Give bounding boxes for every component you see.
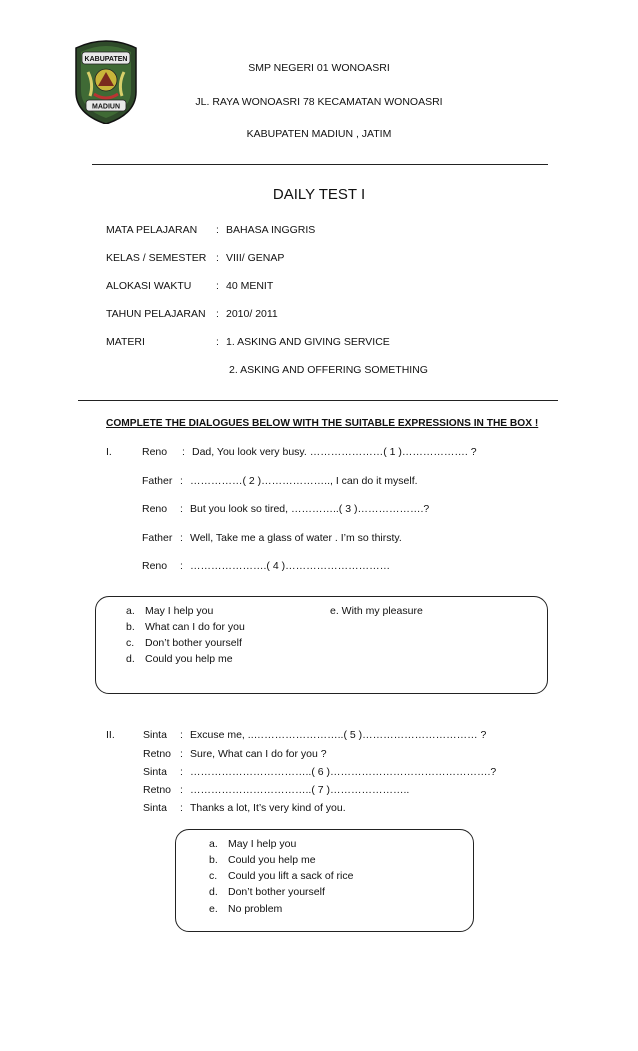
speaker: Reno xyxy=(142,503,168,515)
line-sep: : xyxy=(180,532,183,544)
kabupaten-madiun-emblem xyxy=(72,36,140,124)
option-text: May I help you xyxy=(228,838,297,850)
line-sep: : xyxy=(180,503,183,515)
line-text: ……………………………..( 7 )………………….. xyxy=(190,784,410,796)
school-name: SMP NEGERI 01 WONOASRI xyxy=(248,62,390,74)
line-text: Dad, You look very busy. …………………( 1 )………………. ? xyxy=(192,446,477,458)
option-letter: c. xyxy=(126,637,135,649)
logo-text-top: KABUPATEN xyxy=(84,56,128,63)
speaker: Father xyxy=(142,532,173,544)
line-sep: : xyxy=(180,475,183,487)
option-letter: b. xyxy=(209,854,218,866)
page-title: DAILY TEST I xyxy=(272,186,366,203)
speaker: Father xyxy=(142,475,173,487)
option-letter: a. xyxy=(209,838,218,850)
option-text: Don’t bother yourself xyxy=(228,886,325,898)
line-sep: : xyxy=(180,766,183,778)
line-text: Thanks a lot, It’s very kind of you. xyxy=(190,802,346,814)
option-text: Could you help me xyxy=(145,653,233,665)
info-label: TAHUN PELAJARAN xyxy=(106,308,206,320)
info-value: 1. ASKING AND GIVING SERVICE xyxy=(226,336,390,348)
option-letter: d. xyxy=(126,653,135,665)
info-sep: : xyxy=(216,280,219,292)
option-letter: b. xyxy=(126,621,135,633)
speaker: Sinta xyxy=(143,729,167,741)
line-sep: : xyxy=(180,784,183,796)
info-value: 2010/ 2011 xyxy=(226,308,278,320)
info-label: ALOKASI WAKTU xyxy=(106,280,192,292)
option-letter: d. xyxy=(209,886,218,898)
speaker: Retno xyxy=(143,784,172,796)
info-divider xyxy=(78,400,558,401)
info-label: MATA PELAJARAN xyxy=(106,224,198,236)
line-text: But you look so tired, …………..( 3 )……………….? xyxy=(190,503,430,515)
option-text: Could you lift a sack of rice xyxy=(228,870,354,882)
line-sep: : xyxy=(180,748,183,760)
info-label: MATERI xyxy=(106,336,145,348)
line-text: ………………….( 4 )………………………… xyxy=(190,560,391,572)
info-sep: : xyxy=(216,224,219,236)
option-letter: e. xyxy=(209,903,218,915)
speaker: Retno xyxy=(143,748,172,760)
line-sep: : xyxy=(180,560,183,572)
speaker: Reno xyxy=(142,446,168,458)
info-label: KELAS / SEMESTER xyxy=(106,252,207,264)
option-text: May I help you xyxy=(145,605,214,617)
info-sep: : xyxy=(216,252,219,264)
info-sep: : xyxy=(216,336,219,348)
option-text: Don’t bother yourself xyxy=(145,637,242,649)
option-text: No problem xyxy=(228,903,283,915)
option-item-e: e. With my pleasure xyxy=(330,605,423,617)
speaker: Sinta xyxy=(143,766,167,778)
speaker: Reno xyxy=(142,560,168,572)
logo-text-bottom: MADIUN xyxy=(92,103,120,111)
line-text: ……………( 2 )……………….., I can do it myself. xyxy=(190,475,418,487)
line-sep: : xyxy=(182,446,185,458)
section-number: I. xyxy=(106,446,112,458)
section-number: II. xyxy=(106,729,115,741)
materi-line-2: 2. ASKING AND OFFERING SOMETHING xyxy=(229,364,428,376)
line-text: Sure, What can I do for you ? xyxy=(190,748,327,760)
option-text: Could you help me xyxy=(228,854,316,866)
option-text: What can I do for you xyxy=(145,621,245,633)
option-letter: a. xyxy=(126,605,135,617)
info-sep: : xyxy=(216,308,219,320)
line-text: Well, Take me a glass of water . I’m so thirsty. xyxy=(190,532,402,544)
line-text: Excuse me, ..……………………..( 5 )…………………………… ? xyxy=(190,729,487,741)
school-address: JL. RAYA WONOASRI 78 KECAMATAN WONOASRI xyxy=(195,96,443,108)
line-sep: : xyxy=(180,729,183,741)
info-value: 40 MENIT xyxy=(226,280,274,292)
info-value: BAHASA INGGRIS xyxy=(226,224,316,236)
instruction: COMPLETE THE DIALOGUES BELOW WITH THE SUITABLE EXPRESSIONS IN THE BOX ! xyxy=(106,418,539,429)
line-sep: : xyxy=(180,802,183,814)
line-text: ……………………………..( 6 )……………………………………….? xyxy=(190,766,497,778)
speaker: Sinta xyxy=(143,802,167,814)
info-value: VIII/ GENAP xyxy=(226,252,285,264)
school-region: KABUPATEN MADIUN , JATIM xyxy=(246,128,392,140)
option-letter: c. xyxy=(209,870,218,882)
header-divider xyxy=(92,164,548,165)
